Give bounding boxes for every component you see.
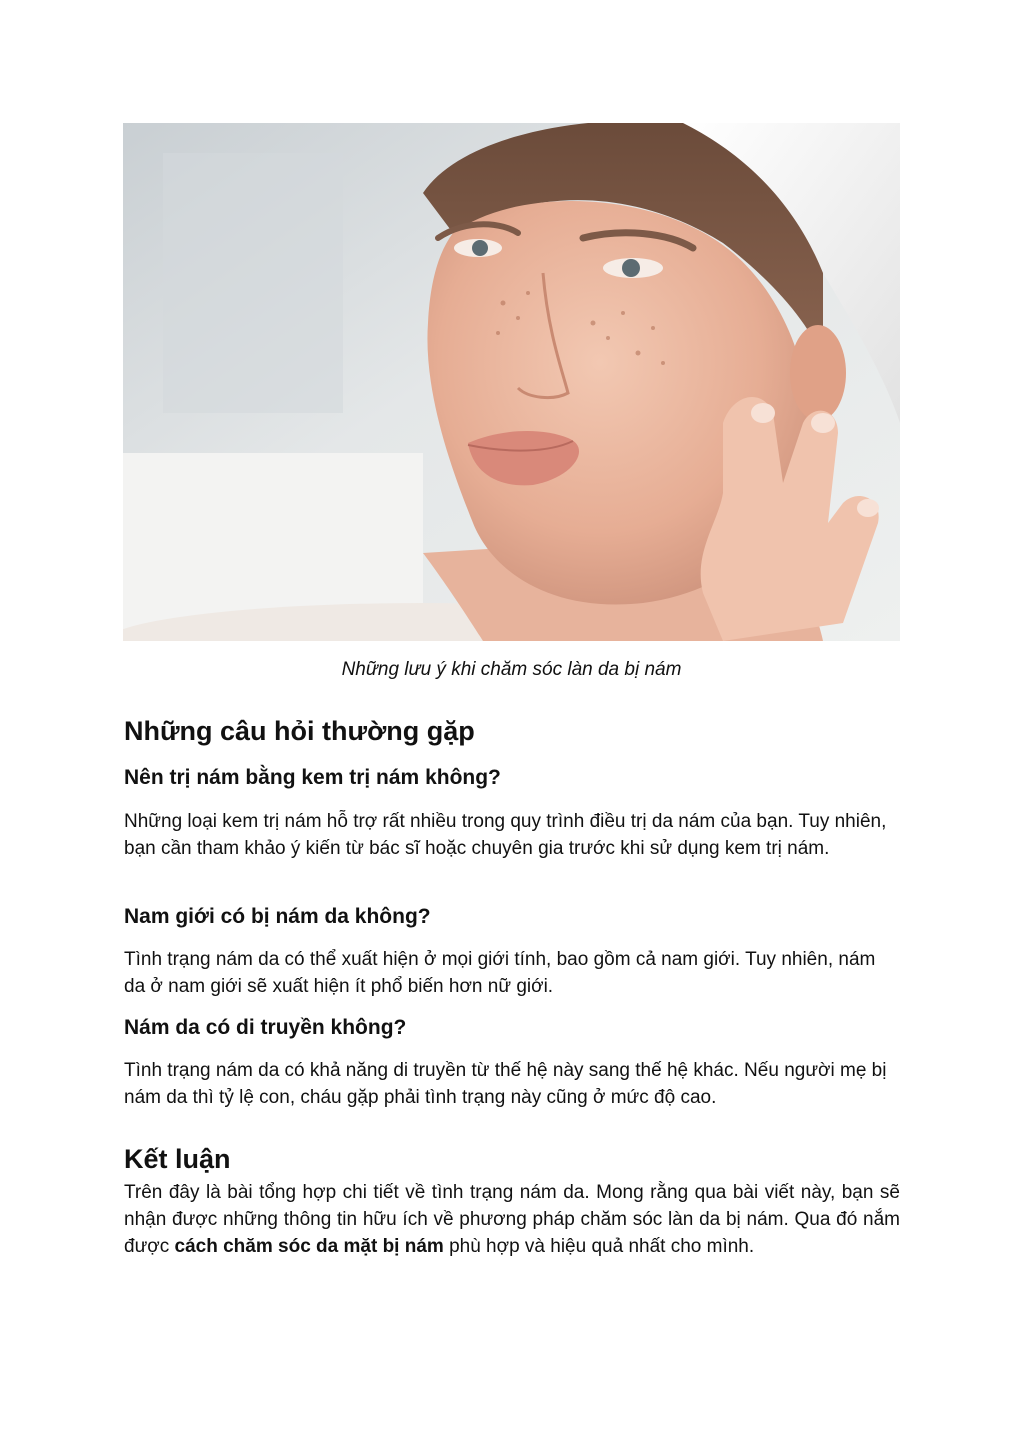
conclusion-bold-link: cách chăm sóc da mặt bị nám [174,1236,444,1257]
conclusion-paragraph [124,1179,900,1260]
faq-question-2: Nam giới có bị nám da không? [124,905,431,928]
faq-heading: Những câu hỏi thường gặp [124,716,475,746]
conclusion-text-before: Trên đây là bài tổng hợp chi tiết về tình trạng nám da. Mong rằng qua bài viết này, bạn sẽ nhận được những thông tin hữu ích về phương pháp chăm sóc làn da bị nám. Qua đó nắm được [124,1182,900,1257]
faq-answer-3: Tình trạng nám da có khả năng di truyền từ thế hệ này sang thế hệ khác. Nếu người mẹ bị nám da thì tỷ lệ con, cháu gặp phải tình trạng này cũng ở mức độ cao. [124,1060,887,1108]
faq-question-1: Nên trị nám bằng kem trị nám không? [124,766,501,789]
conclusion-heading: Kết luận [124,1144,231,1174]
faq-question-3: Nám da có di truyền không? [124,1016,407,1039]
image-caption: Những lưu ý khi chăm sóc làn da bị nám [341,659,682,680]
woman-face-photo [123,123,900,641]
faq-answer-1: Những loại kem trị nám hỗ trợ rất nhiều trong quy trình điều trị da nám của bạn. Tuy nhiên, bạn cần tham khảo ý kiến từ bác sĩ hoặc chuyên gia trước khi sử dụng kem trị nám. [124,811,887,859]
conclusion-text-after: phù hợp và hiệu quả nhất cho mình. [443,1236,755,1257]
faq-answer-2: Tình trạng nám da có thể xuất hiện ở mọi giới tính, bao gồm cả nam giới. Tuy nhiên, nám da ở nam giới sẽ xuất hiện ít phổ biến hơn nữ giới. [124,949,876,997]
